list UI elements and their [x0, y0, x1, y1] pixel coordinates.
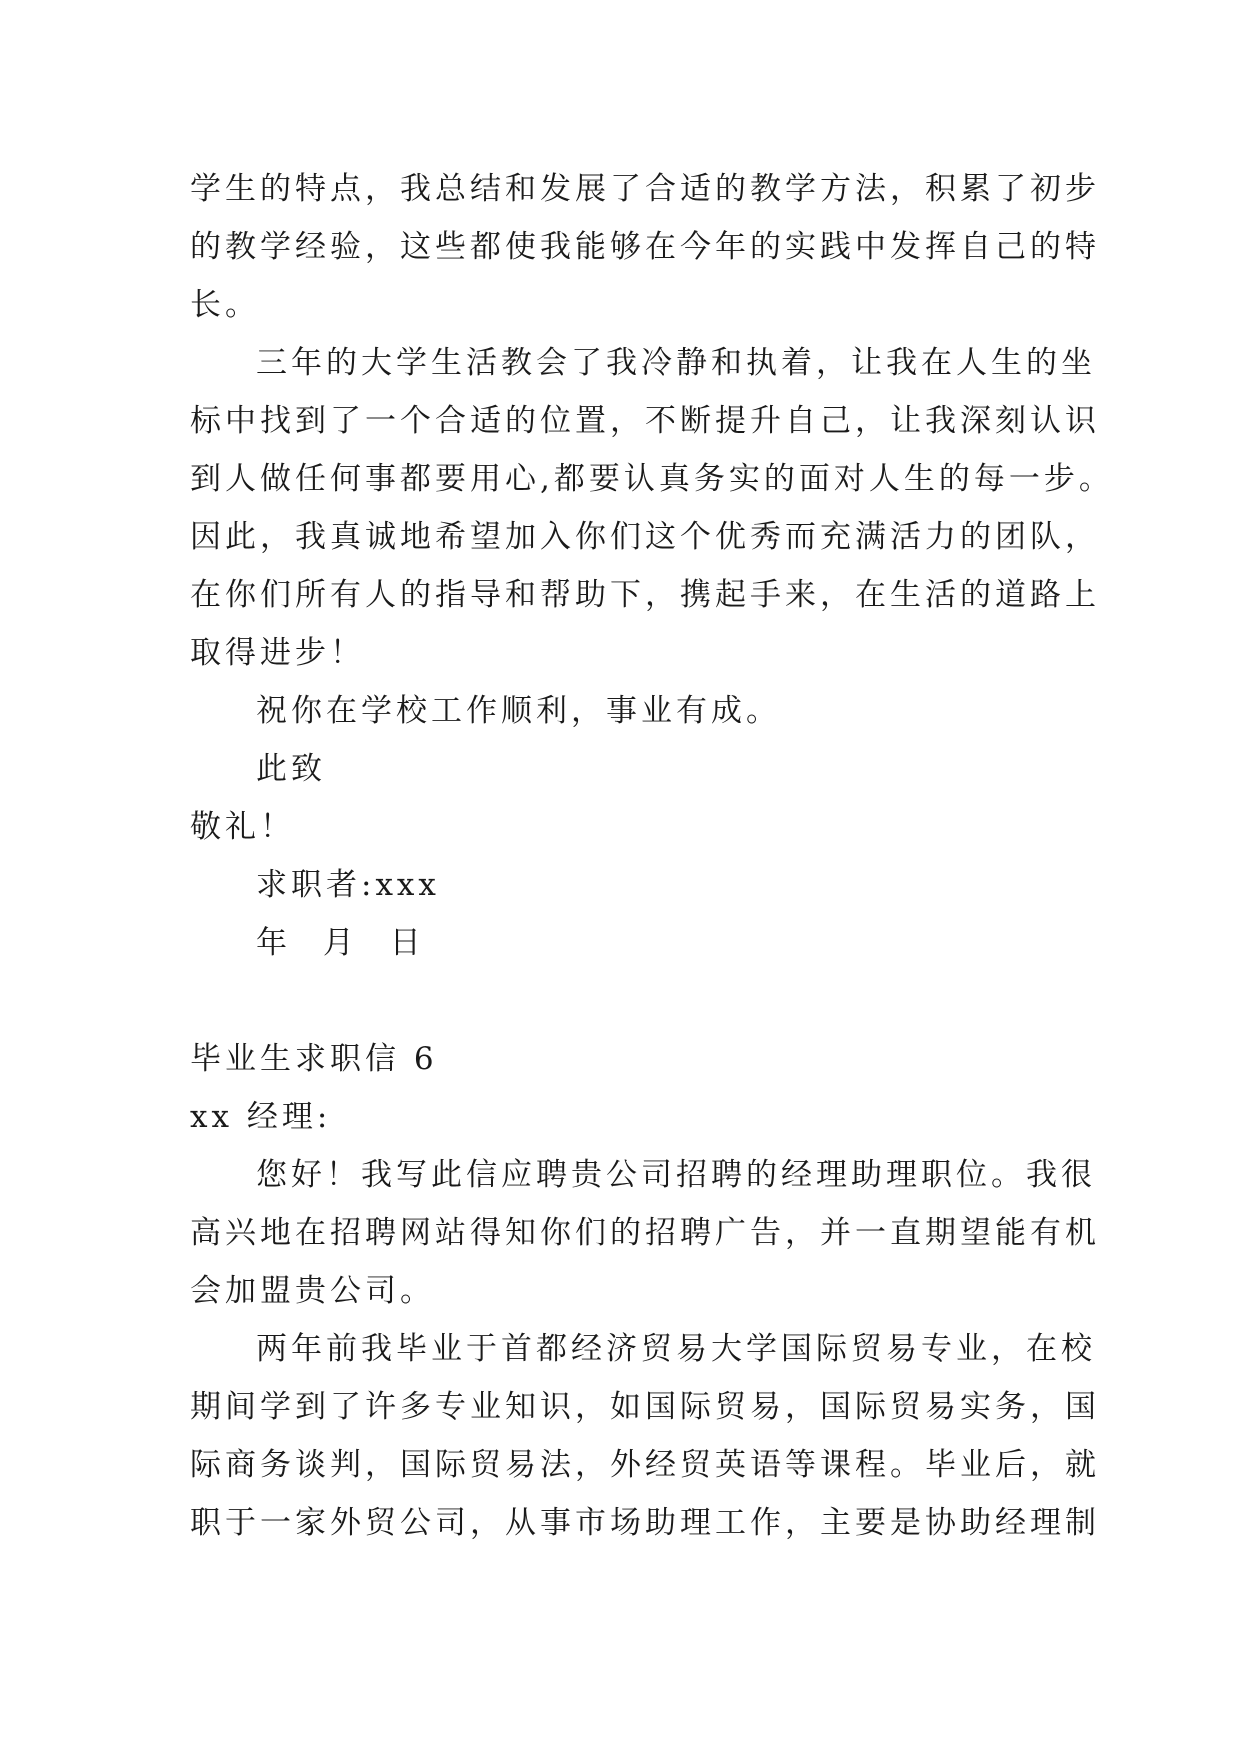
text-line: 到人做任何事都要用心,都要认真务实的面对人生的每一步。	[190, 461, 1114, 497]
text-line: 两年前我毕业于首都经济贸易大学国际贸易专业，在校	[256, 1331, 1096, 1367]
section-heading: 毕业生求职信 6	[190, 1041, 438, 1077]
text-line: 的教学经验，这些都使我能够在今年的实践中发挥自己的特	[190, 229, 1100, 265]
text-line: 高兴地在招聘网站得知你们的招聘广告，并一直期望能有机	[190, 1215, 1100, 1251]
text-line: 际商务谈判，国际贸易法，外经贸英语等课程。毕业后，就	[190, 1447, 1100, 1483]
signer-line: 求职者:xxx	[256, 867, 440, 903]
closing-regards: 敬礼！	[190, 809, 295, 845]
text-line: 取得进步！	[190, 635, 365, 671]
text-line: 学生的特点，我总结和发展了合适的教学方法，积累了初步	[190, 171, 1100, 207]
text-line: 您好！我写此信应聘贵公司招聘的经理助理职位。我很	[256, 1157, 1096, 1193]
text-line: 长。	[190, 287, 260, 323]
text-line: 期间学到了许多专业知识，如国际贸易，国际贸易实务，国	[190, 1389, 1100, 1425]
paragraph-teaching-experience	[190, 160, 1100, 334]
text-line: 在你们所有人的指导和帮助下，携起手来，在生活的道路上	[190, 577, 1100, 613]
text-line: 标中找到了一个合适的位置，不断提升自己，让我深刻认识	[190, 403, 1100, 439]
document-body	[190, 160, 1114, 1552]
paragraph-education-background	[190, 1320, 1100, 1552]
text-line: 因此，我真诚地希望加入你们这个优秀而充满活力的团队，	[190, 519, 1100, 555]
text-line: 会加盟贵公司。	[190, 1273, 435, 1309]
paragraph-university-life	[190, 334, 1114, 682]
closing-wish: 祝你在学校工作顺利，事业有成。	[256, 693, 781, 729]
section-spacer	[190, 972, 1060, 1030]
text-line: 职于一家外贸公司，从事市场助理工作，主要是协助经理制	[190, 1505, 1100, 1541]
date-line: 年 月 日	[256, 925, 425, 961]
closing-salutation: 此致	[256, 751, 326, 787]
letter-greeting: xx 经理:	[190, 1099, 332, 1135]
letter-6-section	[190, 1030, 1100, 1552]
paragraph-application-intro	[190, 1146, 1100, 1320]
text-line: 三年的大学生活教会了我冷静和执着，让我在人生的坐	[256, 345, 1096, 381]
letter-closing	[190, 682, 1060, 972]
